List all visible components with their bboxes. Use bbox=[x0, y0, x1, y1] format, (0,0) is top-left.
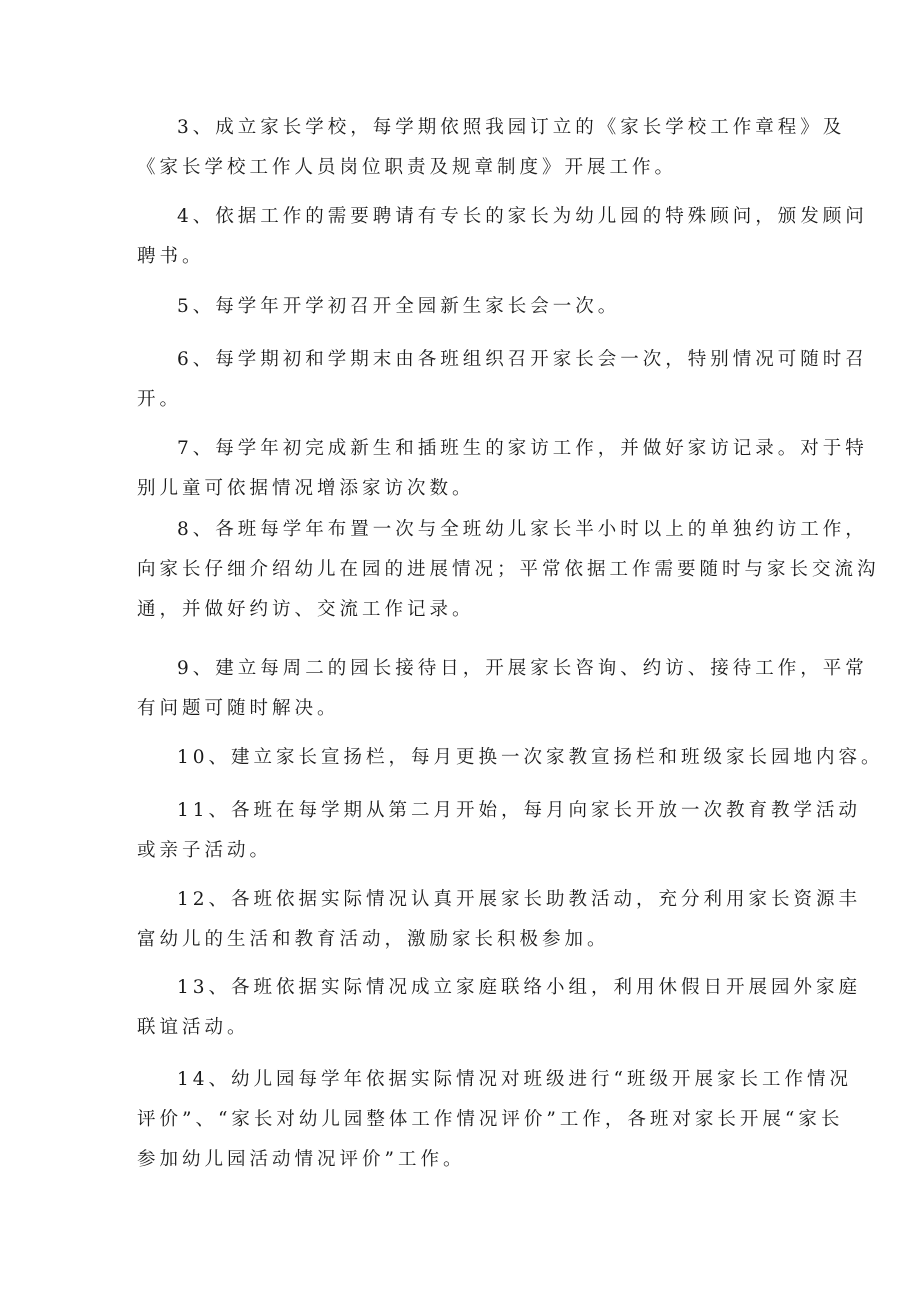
paragraph-8 bbox=[137, 510, 880, 630]
paragraph-line: 向家长仔细介绍幼儿在园的进展情况；平常依据工作需要随时与家长交流沟 bbox=[137, 559, 880, 580]
paragraph-5 bbox=[137, 287, 797, 327]
paragraph-line: 10、建立家长宣扬栏，每月更换一次家教宣扬栏和班级家长园地内容。 bbox=[177, 747, 884, 768]
paragraph-line: 聘书。 bbox=[137, 246, 205, 267]
paragraph-line: 或亲子活动。 bbox=[137, 840, 273, 861]
paragraph-line: 联谊活动。 bbox=[137, 1017, 250, 1038]
paragraph-line: 别儿童可依据情况增添家访次数。 bbox=[137, 478, 475, 499]
paragraph-line: 9、建立每周二的园长接待日，开展家长咨询、约访、接待工作，平常 bbox=[177, 658, 868, 679]
paragraph-3 bbox=[137, 108, 846, 188]
paragraph-7 bbox=[137, 429, 868, 509]
paragraph-4 bbox=[137, 197, 868, 277]
paragraph-line: 评价”、“家长对幼儿园整体工作情况评价”工作，各班对家长开展“家长 bbox=[137, 1109, 844, 1130]
paragraph-line: 6、每学期初和学期末由各班组织召开家长会一次，特别情况可随时召 bbox=[177, 349, 868, 370]
paragraph-line: 3、成立家长学校，每学期依照我园订立的《家长学校工作章程》及 bbox=[177, 117, 846, 138]
paragraph-line: 14、幼儿园每学年依据实际情况对班级进行“班级开展家长工作情况 bbox=[177, 1069, 853, 1090]
paragraph-line: 7、每学年初完成新生和插班生的家访工作，并做好家访记录。对于特 bbox=[177, 438, 868, 459]
paragraph-13 bbox=[137, 968, 862, 1048]
paragraph-line: 参加幼儿园活动情况评价”工作。 bbox=[137, 1149, 466, 1170]
paragraph-line: 5、每学年开学初召开全园新生家长会一次。 bbox=[177, 296, 621, 317]
paragraph-line: 通，并做好约访、交流工作记录。 bbox=[137, 599, 475, 620]
paragraph-line: 富幼儿的生活和教育活动，激励家长积极参加。 bbox=[137, 929, 610, 950]
paragraph-6 bbox=[137, 340, 868, 420]
paragraph-12 bbox=[137, 880, 862, 960]
paragraph-line: 8、各班每学年布置一次与全班幼儿家长半小时以上的单独约访工作， bbox=[177, 519, 868, 540]
paragraph-line: 《家长学校工作人员岗位职责及规章制度》开展工作。 bbox=[137, 157, 678, 178]
paragraph-14 bbox=[137, 1060, 853, 1180]
paragraph-9 bbox=[137, 649, 868, 729]
paragraph-line: 4、依据工作的需要聘请有专长的家长为幼儿园的特殊顾问，颁发顾问 bbox=[177, 206, 868, 227]
paragraph-line: 有问题可随时解决。 bbox=[137, 698, 340, 719]
paragraph-line: 开。 bbox=[137, 389, 183, 410]
paragraph-line: 12、各班依据实际情况认真开展家长助教活动，充分利用家长资源丰 bbox=[177, 889, 862, 910]
paragraph-line: 13、各班依据实际情况成立家庭联络小组，利用休假日开展园外家庭 bbox=[177, 977, 862, 998]
paragraph-line: 11、各班在每学期从第二月开始，每月向家长开放一次教育教学活动 bbox=[177, 800, 862, 821]
paragraph-10 bbox=[137, 738, 884, 778]
paragraph-11 bbox=[137, 791, 862, 871]
